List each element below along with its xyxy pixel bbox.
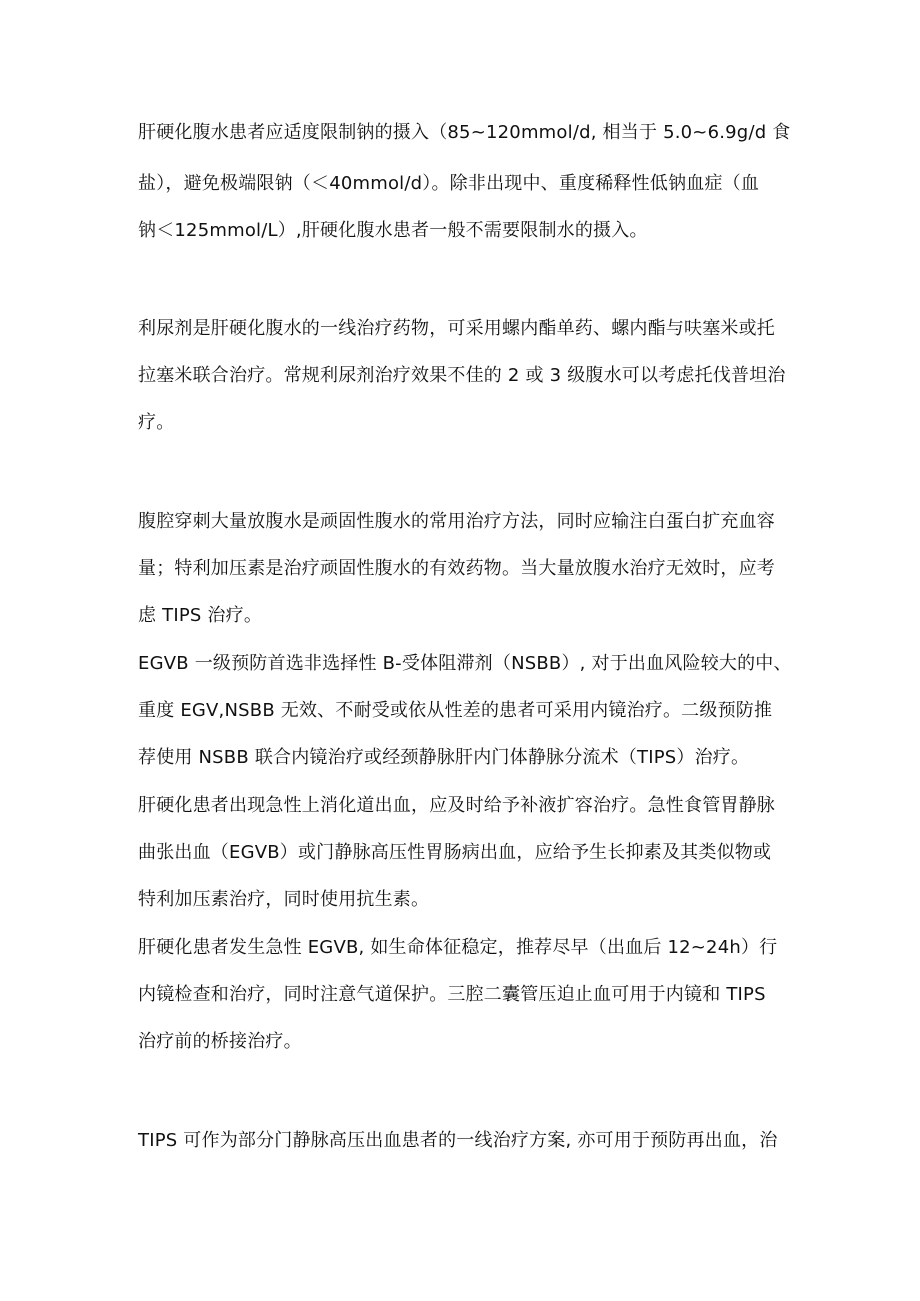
paragraph-6-line-2: 内镜检查和治疗，同时注意气道保护。三腔二囊管压迫止血可用于内镜和 TIPS	[138, 984, 766, 1005]
paragraph-1-line-3: 钠＜125mmol/L）,肝硬化腹水患者一般不需要限制水的摄入。	[138, 220, 648, 241]
paragraph-3-line-1: 腹腔穿刺大量放腹水是顽固性腹水的常用治疗方法，同时应输注白蛋白扩充血容	[138, 511, 775, 532]
paragraph-2-line-2: 拉塞米联合治疗。常规利尿剂治疗效果不佳的 2 或 3 级腹水可以考虑托伐普坦治	[138, 365, 786, 386]
paragraph-5-line-1: 肝硬化患者出现急性上消化道出血，应及时给予补液扩容治疗。急性食管胃静脉	[138, 795, 775, 816]
paragraph-2-line-3: 疗。	[138, 412, 175, 433]
paragraph-2-line-1: 利尿剂是肝硬化腹水的一线治疗药物，可采用螺内酯单药、螺内酯与呋塞米或托	[138, 318, 775, 339]
paragraph-3-line-2: 量；特利加压素是治疗顽固性腹水的有效药物。当大量放腹水治疗无效时，应考	[138, 558, 775, 579]
paragraph-1-line-1: 肝硬化腹水患者应适度限制钠的摄入（85~120mmol/d, 相当于 5.0~6.9g/d 食	[138, 122, 791, 143]
paragraph-1-line-2: 盐），避免极端限钠（＜40mmol/d）。除非出现中、重度稀释性低钠血症（血	[138, 173, 760, 194]
paragraph-6-line-1: 肝硬化患者发生急性 EGVB, 如生命体征稳定，推荐尽早（出血后 12~24h）行	[138, 937, 778, 958]
paragraph-4-line-3: 荐使用 NSBB 联合内镜治疗或经颈静脉肝内门体静脉分流术（TIPS）治疗。	[138, 747, 750, 768]
paragraph-3-line-3: 虑 TIPS 治疗。	[138, 605, 263, 626]
paragraph-6-line-3: 治疗前的桥接治疗。	[138, 1031, 302, 1052]
paragraph-5-line-2: 曲张出血（EGVB）或门静脉高压性胃肠病出血，应给予生长抑素及其类似物或	[138, 842, 772, 863]
paragraph-4-line-1: EGVB 一级预防首选非选择性 B-受体阻滞剂（NSBB）, 对于出血风险较大的中、	[138, 653, 792, 674]
paragraph-5-line-3: 特利加压素治疗，同时使用抗生素。	[138, 889, 430, 910]
paragraph-4-line-2: 重度 EGV,NSBB 无效、不耐受或依从性差的患者可采用内镜治疗。二级预防推	[138, 700, 773, 721]
paragraph-7-line-1: TIPS 可作为部分门静脉高压出血患者的一线治疗方案, 亦可用于预防再出血，治	[138, 1130, 778, 1151]
